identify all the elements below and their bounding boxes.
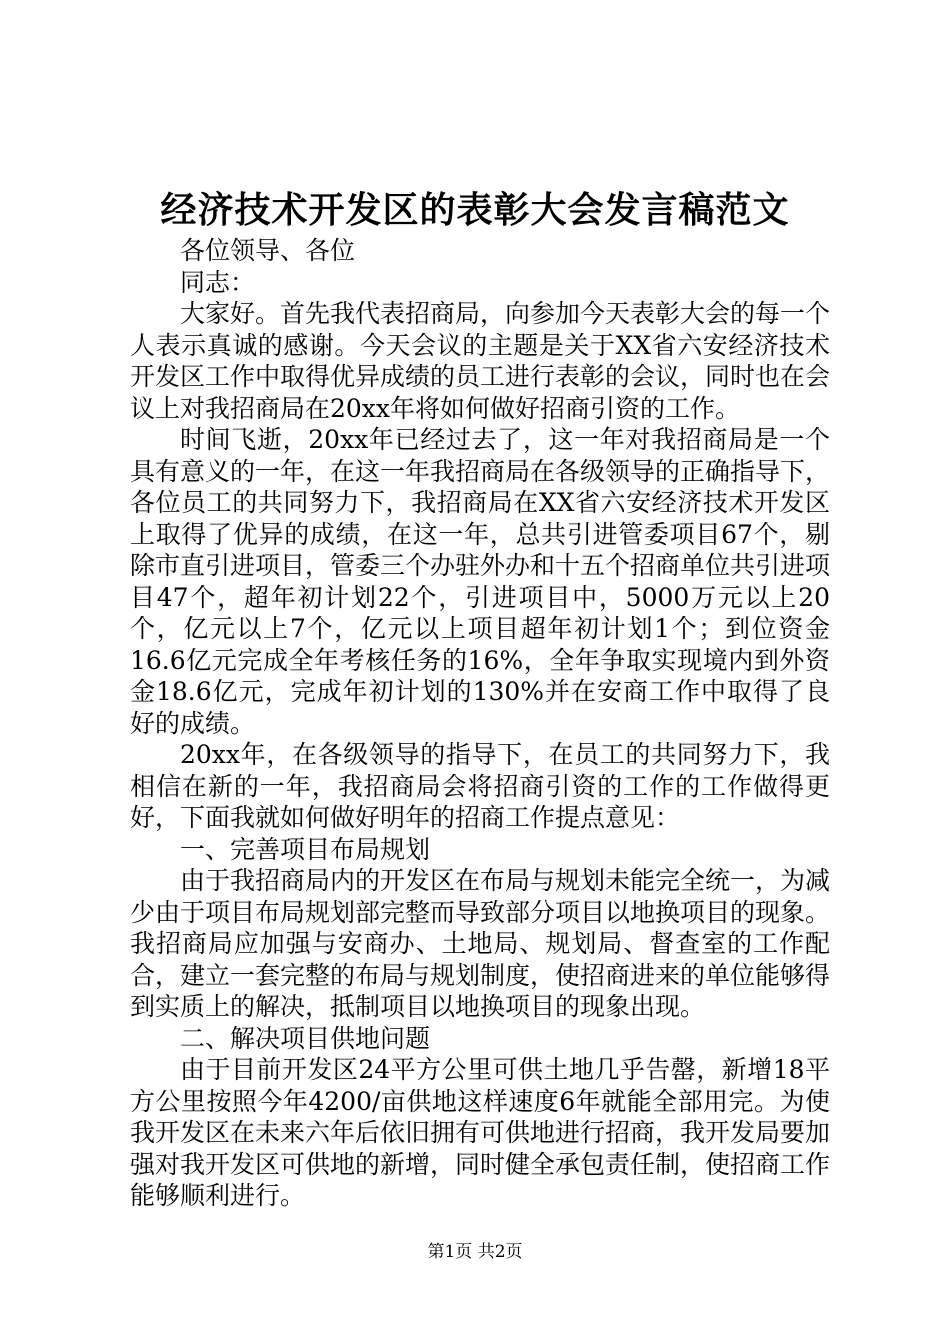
section-heading-2: 二、解决项目供地问题 <box>180 1023 431 1053</box>
page-footer: 第1页 共2页 <box>427 1242 523 1262</box>
paragraph-section-1: 由于我招商局内的开发区在布局与规划未能完全统一，为减少由于项目布局规划部完整而导致部分项目以地换项目的现象。我招商局应加强与安商办、土地局、规划局、督查室的工作配合，建立一套完整的布局与规划制度，使招商进来的单位能够得到实质上的解决，抵制项目以地换项目的现象出现。 <box>130 866 831 1021</box>
paragraph-outlook: 20xx年，在各级领导的指导下，在员工的共同努力下，我相信在新的一年，我招商局会将招商引资的工作的工作做得更好，下面我就如何做好明年的招商工作提点意见： <box>130 740 830 832</box>
paragraph-salutation-2: 同志： <box>180 267 256 297</box>
paragraph-salutation-1: 各位领导、各位 <box>180 236 356 265</box>
paragraph-review: 时间飞逝，20xx年已经过去了，这一年对我招商局是一个具有意义的一年，在这一年我招商局在各级领导的正确指导下，各位员工的共同努力下，我招商局在XX省六安经济技术开发区上取得了优异的成绩，在这一年，总共引进管委项目67个，剔除市直引进项目，管委三个办驻外办和十五个招商单位共引进项目47个，超年初计划22个，引进项目中，5000万元以上20个，亿元以上7个，亿元以上项目超年初计划1个；到位资金16.6亿元完成全年考核任务的16%，全年争取实现境内到外资金18.6亿元，完成年初计划的130%并在安商工作中取得了良好的成绩。 <box>130 425 831 738</box>
document-title: 经济技术开发区的表彰大会发言稿范文 <box>160 189 790 231</box>
section-heading-1: 一、完善项目布局规划 <box>180 834 431 864</box>
paragraph-greeting: 大家好。首先我代表招商局，向参加今天表彰大会的每一个人表示真诚的感谢。今天会议的主题是关于XX省六安经济技术开发区工作中取得优异成绩的员工进行表彰的会议，同时也在会议上对我招商局在20xx年将如何做好招商引资的工作。 <box>130 299 831 423</box>
paragraph-section-2: 由于目前开发区24平方公里可供土地几乎告罄，新增18平方公里按照今年4200/亩供地这样速度6年就能全部用完。为使我开发区在未来六年后依旧拥有可供地进行招商，我开发局要加强对我开发区可供地的新增，同时健全承包责任制，使招商工作能够顺利进行。 <box>130 1055 831 1210</box>
document-body <box>130 235 830 1212</box>
